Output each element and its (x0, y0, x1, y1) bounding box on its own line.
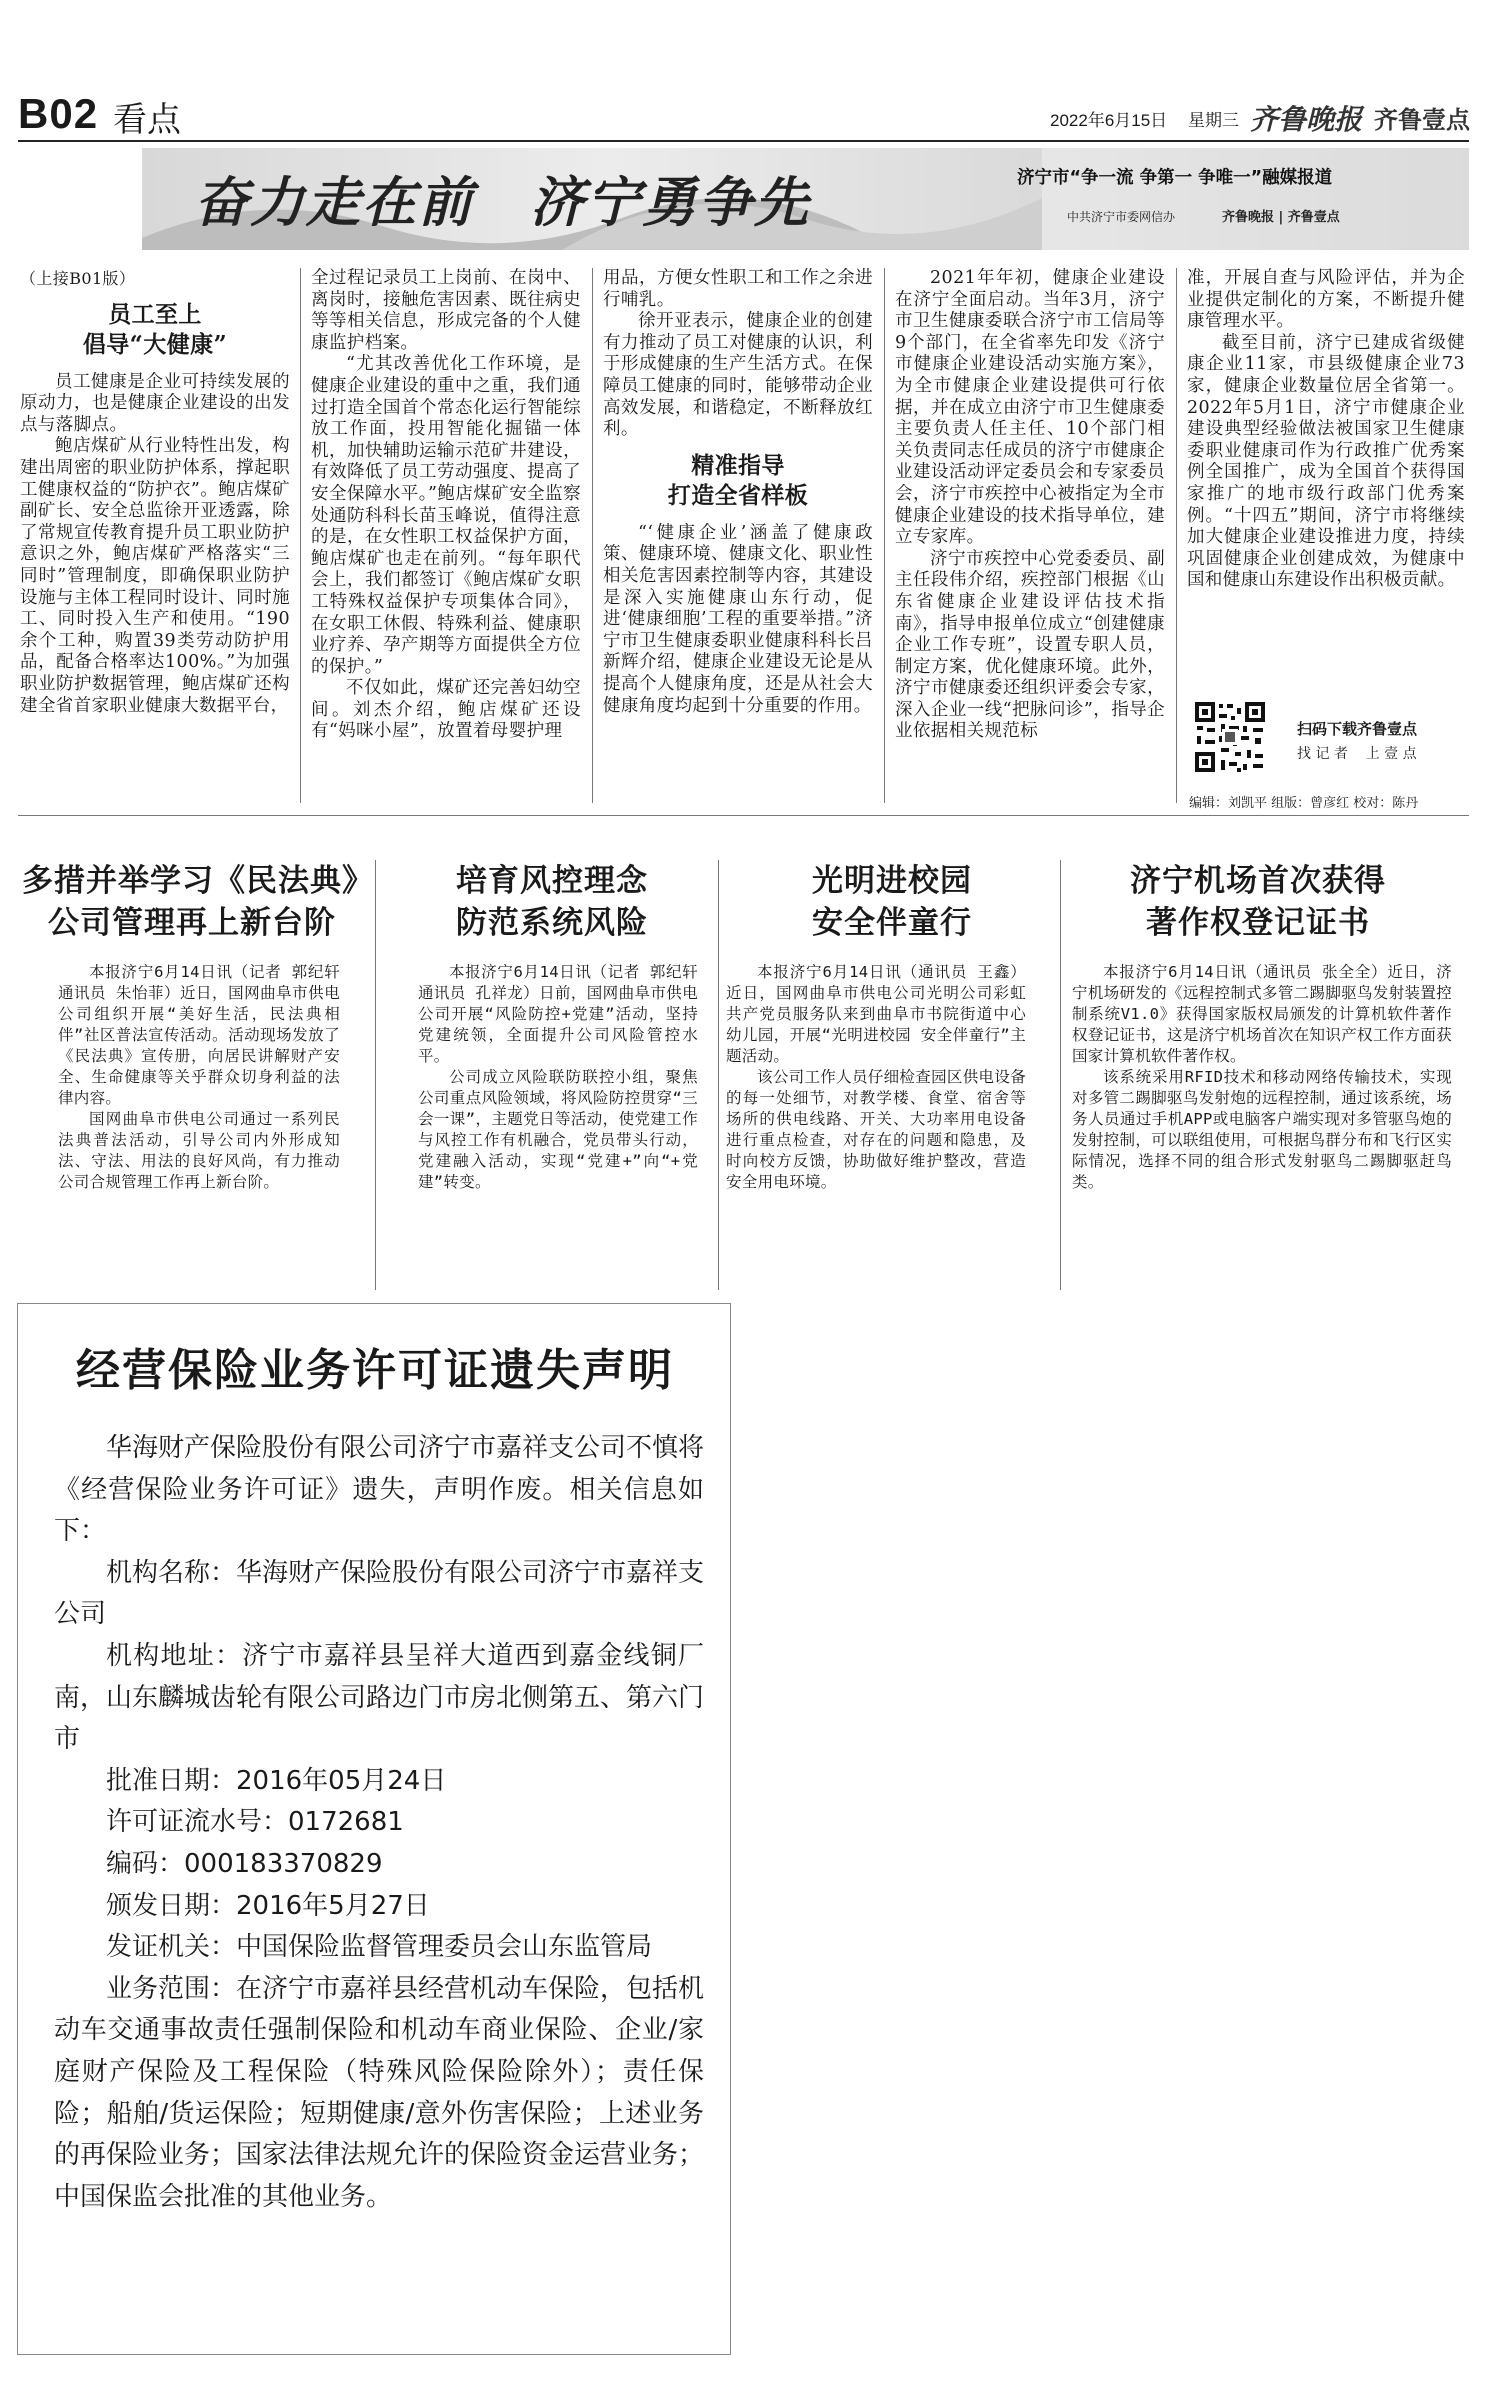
article-column-1 (20, 268, 290, 717)
brief-rule (718, 860, 719, 1290)
paragraph: 员工健康是企业可持续发展的原动力，也是健康企业建设的出发点与落脚点。 (20, 371, 290, 435)
editor-credits: 编辑：刘凯平 组版：曾彦红 校对：陈丹 (1189, 796, 1419, 811)
column-rule (300, 268, 301, 803)
subhead-1: 员工至上 倡导“大健康” (82, 300, 228, 358)
paragraph: “尤其改善优化工作环境，是健康企业建设的重中之重，我们通过打造全国首个常态化运行智能综放工作面，投用智能化掘锚一体机，加快辅助运输示范矿井建设，有效降低了员工劳动强度、提高了安全保障水平。”鲍店煤矿安全监察处通防科科长苗玉峰说，值得注意的是，在女性职工权益保护方面，鲍店煤矿也走在前列。“每年职代会上，我们都签订《鲍店煤矿女职工特殊权益保护专项集体合同》，在女职工休假、特殊利益、健康职业疗养、孕产期等方面提供全方位的保护。” (311, 354, 581, 677)
paragraph: 鲍店煤矿从行业特性出发，构建出周密的职业防护体系，撑起职工健康权益的“防护衣”。鲍店煤矿副矿长、安全总监徐开亚透露，除了常规宣传教育提升员工职业防护意识之外，鲍店煤矿严格落实“三同时”管理制度，即确保职业防护设施与主体工程同时设计、同时施工、同时投入生产和使用。“190余个工种，购置39类劳动防护用品，配备合格率达100%。”为加强职业防护数据管理，鲍店煤矿还构建全省首家职业健康大数据平台， (20, 436, 290, 716)
column-rule (884, 268, 885, 803)
subhead-2: 精准指导 打造全省样板 (667, 451, 809, 509)
brief-rule (375, 860, 376, 1290)
brief-1-body: 本报济宁6月14日讯（记者 郭纪轩 通讯员 朱怡菲）近日，国网曲阜市供电公司组织开展“美好生活，民法典相伴”社区普法宣传活动。活动现场发放了《民法典》宣传册，向居民讲解财产安全、生命健康等关乎群众切身利益的法律内容。 国网曲阜市供电公司通过一系列民法典普法活动，引导公司内外形成知法、守法、用法的良好风尚，有力推动公司合规管理工作再上新台阶。 (58, 963, 340, 1191)
paragraph: 用品，方便女性职工和工作之余进行哺乳。 (603, 268, 873, 310)
paragraph: 济宁市疾控中心党委委员、副主任段伟介绍，疾控部门根据《山东省健康企业建设评估技术指南》，指导申报单位成立“创建健康企业工作专班”，设置专职人员，制定方案，优化健康环境。此外，济宁市健康委还组织评委会专家，深入企业一线“把脉问诊”，指导企业依据相关规范标 (895, 548, 1165, 742)
newspaper-logo: 齐鲁晚报 (1250, 103, 1363, 136)
article-column-2 (311, 268, 581, 743)
banner-coorganizer: 中共济宁市委网信办 (1067, 210, 1176, 224)
qr-code[interactable] (1193, 700, 1267, 774)
banner-slogan: 济宁市“争一流 争第一 争唯一”融媒报道 (1017, 168, 1333, 188)
qr-code-icon (1193, 700, 1267, 774)
article-column-3 (603, 268, 873, 717)
issue-date: 2022年6月15日 (1050, 111, 1168, 130)
article-column-4 (895, 268, 1165, 743)
paragraph: 徐开亚表示，健康企业的创建有力推动了员工对健康的认识，利于形成健康的生产生活方式。在保障员工健康的同时，能够带动企业高效发展，和谐稳定，不断释放红利。 (603, 311, 873, 440)
notice-line: 编码：000183370829 (106, 1848, 383, 1879)
brief-3-headline: 光明进校园 安全伴童行 (812, 863, 972, 941)
paragraph: 2021年年初，健康企业建设在济宁全面启动。当年3月，济宁市卫生健康委联合济宁市工信局等9个部门，在全省率先印发《济宁市健康企业建设活动实施方案》，为全市健康企业建设提供可行依据，并在成立由济宁市卫生健康委主要负责人任主任、10个部门相关负责同志任成员的济宁市健康企业建设活动评定委员会和专家委员会，济宁市疾控中心被指定为全市健康企业建设的技术指导单位，建立专家库。 (895, 268, 1165, 548)
header-rule (18, 140, 1469, 142)
banner-co-logos: 齐鲁晚报 | 齐鲁壹点 (1222, 210, 1340, 225)
column-rule (592, 268, 593, 803)
brief-2-body: 本报济宁6月14日讯（记者 郭纪轩 通讯员 孔祥龙）日前，国网曲阜市供电公司开展“风险防控+党建”活动，坚持党建统领，全面提升公司风险管控水平。 公司成立风险联防联控小组，聚焦公司重点风险领域，将风险防控贯穿“三会一课”，主题党日等活动，使党建工作与风控工作有机融合，党员带头行动，党建融入活动，实现“党建+”向“+党建”转变。 (418, 963, 698, 1191)
notice-line: 颁发日期：2016年5月27日 (106, 1890, 430, 1921)
brief-4-headline: 济宁机场首次获得 著作权登记证书 (1130, 863, 1386, 941)
banner-calligraphy-2: 济宁勇争先 (530, 170, 810, 234)
brief-1-headline: 多措并举学习《民法典》 公司管理再上新台阶 (22, 863, 374, 941)
app-logo: 齐鲁壹点 (1374, 106, 1470, 134)
notice-title: 经营保险业务许可证遗失声明 (76, 1345, 674, 1396)
brief-rule (1060, 860, 1061, 1290)
notice-line: 发证机关：中国保险监督管理委员会山东监管局 (106, 1932, 653, 1963)
page-code: B02 (18, 90, 99, 137)
page-header (0, 0, 1487, 150)
brief-4-body: 本报济宁6月14日讯（通讯员 张全全）近日，济宁机场研发的《远程控制式多管二踢脚驱鸟发射装置控制系统V1.0》获得国家版权局颁发的计算机软件著作权登记证书，这是济宁机场首次在知识产权工作方面获国家计算机软件著作权。 该系统采用RFID技术和移动网络传输技术，实现对多管二踢脚驱鸟发射炮的远程控制，通过该系统，场务人员通过手机APP或电脑客户端实现对多管驱鸟炮的发射控制，可以联组使用，可根据鸟群分布和飞行区实际情况，选择不同的组合形式发射驱鸟二踢脚驱赶鸟类。 (1072, 963, 1452, 1191)
notice-body (54, 1428, 704, 2218)
notice-line: 许可证流水号：0172681 (106, 1807, 404, 1838)
qr-caption-2: 找 记 者 上 壹 点 (1297, 746, 1417, 762)
notice-line: 华海财产保险股份有限公司济宁市嘉祥支公司不慎将《经营保险业务许可证》遗失，声明作废。相关信息如下： (54, 1433, 705, 1547)
continued-note: （上接B01版） (20, 269, 136, 288)
lost-license-notice (17, 1303, 731, 2355)
section-name: 看点 (113, 100, 181, 140)
notice-line: 业务范围：在济宁市嘉祥县经营机动车保险，包括机动车交通事故责任强制保险和机动车商业保险、企业/家庭财产保险及工程保险（特殊风险保险除外）；责任保险；船舶/货运保险；短期健康/意外伤害保险；上述业务的再保险业务；国家法律法规允许的保险资金运营业务；中国保监会批准的其他业务。 (54, 1973, 705, 2212)
paragraph: 全过程记录员工上岗前、在岗中、离岗时，接触危害因素、既往病史等等相关信息，形成完备的个人健康监护档案。 (311, 268, 581, 353)
paragraph: 准，开展自查与风险评估，并为企业提供定制化的方案，不断提升健康管理水平。 (1187, 268, 1465, 332)
column-rule (1176, 268, 1177, 803)
article-column-5 (1187, 268, 1465, 592)
brief-2-headline: 培育风控理念 防范系统风险 (456, 863, 648, 941)
brief-3-body: 本报济宁6月14日讯（通讯员 王鑫）近日，国网曲阜市供电公司光明公司彩虹共产党员服务队来到曲阜市书院街道中心幼儿园，开展“光明进校园 安全伴童行”主题活动。 该公司工作人员仔细检查园区供电设备的每一处细节，对教学楼、食堂、宿舍等场所的供电线路、开关、大功率用电设备进行重点检查，对存在的问题和隐患，及时向校方反馈，协助做好维护整改，营造安全用电环境。 (726, 963, 1026, 1191)
banner (142, 148, 1469, 250)
notice-line: 批准日期：2016年05月24日 (106, 1765, 447, 1796)
banner-calligraphy-1: 奋力走在前 (194, 170, 474, 234)
notice-line: 机构地址：济宁市嘉祥县呈祥大道西到嘉金线铜厂南，山东麟城齿轮有限公司路边门市房北侧第五、第六门市 (54, 1640, 705, 1755)
paragraph: “‘健康企业’涵盖了健康政策、健康环境、健康文化、职业性相关危害因素控制等内容，其建设是深入实施健康山东行动，促进‘健康细胞’工程的重要举措。”济宁市卫生健康委职业健康科科长吕新辉介绍，健康企业建设无论是从提高个人健康角度，还是从社会大健康角度均起到十分重要的作用。 (603, 522, 873, 716)
paragraph: 不仅如此，煤矿还完善妇幼空间。刘杰介绍，鲍店煤矿还设有“妈咪小屋”，放置着母婴护理 (311, 678, 581, 742)
paragraph: 截至目前，济宁已建成省级健康企业11家，市县级健康企业73家，健康企业数量位居全省第一。2022年5月1日，济宁市健康企业建设典型经验做法被国家卫生健康委职业健康司作为行政推广优秀案例全国推广，成为全国首个获得国家推广的地市级行政部门优秀案例。“十四五”期间，济宁市将继续加大健康企业建设推进力度，持续巩固健康企业创建成效，为健康中国和健康山东建设作出积极贡献。 (1187, 332, 1465, 591)
issue-weekday: 星期三 (1188, 111, 1239, 131)
qr-caption-1: 扫码下载齐鲁壹点 (1297, 720, 1418, 738)
notice-line: 机构名称：华海财产保险股份有限公司济宁市嘉祥支公司 (54, 1557, 705, 1630)
section-divider (18, 815, 1469, 816)
